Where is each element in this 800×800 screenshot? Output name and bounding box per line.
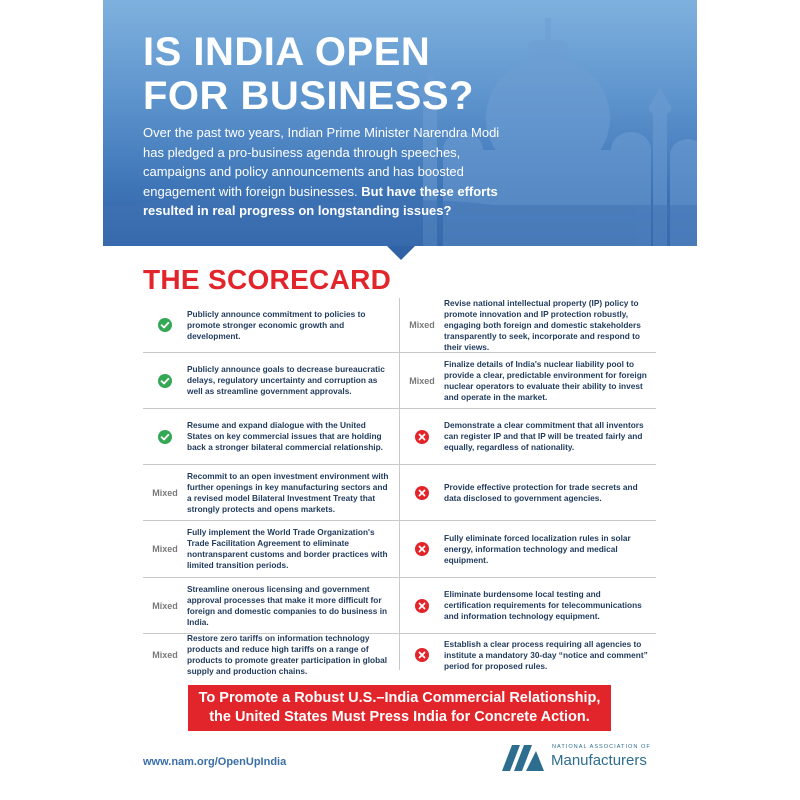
banner-line2: the United States Must Press India for Concrete Action.: [209, 709, 590, 725]
scorecard-item-right: [400, 521, 656, 577]
scorecard-row: [143, 634, 656, 676]
intro-text: Over the past two years, Indian Prime Minister Narendra Modi has pledged a pro-business agenda through speeches, campaigns and policy announcements and has boosted engagement with foreign businesses.: [143, 125, 500, 199]
scorecard-item-text: Fully eliminate forced localization rules in solar energy, information technology and medical equipment.: [444, 532, 631, 565]
scorecard-item-left: [143, 634, 399, 676]
scorecard-row: [143, 578, 656, 634]
scorecard-row: [143, 465, 656, 521]
scorecard-item-text: Fully implement the World Trade Organization's Trade Facilitation Agreement to eliminate nontransparent customs and border practices with limited transition periods.: [187, 527, 388, 570]
logo-big-text: Manufacturers: [551, 752, 647, 769]
scorecard-item-right: [400, 353, 656, 408]
mixed-status-label: Mixed: [409, 320, 435, 330]
page-title-line1: IS INDIA OPEN: [143, 30, 431, 74]
hero-pointer: [387, 246, 415, 260]
scorecard-item-text: Finalize details of India's nuclear liability pool to provide a clear, predictable environment for foreign nuclear operators to evaluate their ability to invest and operate in the market.: [444, 358, 647, 402]
check-icon: [143, 374, 187, 388]
cross-icon: [400, 542, 444, 556]
scorecard-item-text: Provide effective protection for trade secrets and data disclosed to government agencies.: [444, 481, 638, 503]
nam-logo-icon: [500, 743, 546, 773]
scorecard-row: [143, 298, 656, 353]
scorecard-item-text: Streamline onerous licensing and government approval processes that make it more difficult for foreign and domestic companies to do business in India.: [187, 583, 388, 627]
logo-small-text: NATIONAL ASSOCIATION OF: [552, 744, 651, 750]
intro-paragraph: [143, 123, 503, 221]
scorecard-item-text: Restore zero tariffs on information technology products and reduce high tariffs on a range of products to promote greater participation in global supply and production chains.: [187, 633, 388, 676]
scorecard-item-right: [400, 578, 656, 633]
call-to-action-banner: [188, 685, 611, 731]
mixed-status-label: Mixed: [152, 650, 178, 660]
scorecard-item-right: [400, 298, 656, 352]
scorecard-item-right: [400, 409, 656, 464]
scorecard-item-text: Revise national intellectual property (IP) policy to promote innovation and IP protection robustly, engaging both foreign and domestic stakeholders transparently to seek, incorporate and respond to their views.: [444, 297, 641, 352]
poster: [103, 0, 697, 800]
mixed-status-label: Mixed: [152, 544, 178, 554]
scorecard-item-left: [143, 353, 399, 408]
cross-icon: [400, 486, 444, 500]
scorecard-item-text: Recommit to an open investment environment with further openings in key manufacturing sectors and a revised model Bilateral Investment Treaty that strongly protects and opens markets.: [187, 470, 389, 514]
scorecard-item-left: [143, 465, 399, 520]
cross-icon: [400, 430, 444, 444]
scorecard-item-left: [143, 409, 399, 464]
cross-icon: [400, 648, 444, 662]
check-icon: [143, 430, 187, 444]
scorecard-item-left: [143, 298, 399, 352]
scorecard-item-right: [400, 634, 656, 676]
scorecard-item-text: Resume and expand dialogue with the United States on key commercial issues that are holding back a stronger bilateral commercial relationship.: [187, 420, 383, 452]
scorecard-title: THE SCORECARD: [143, 264, 392, 295]
scorecard-row: [143, 353, 656, 409]
scorecard-item-text: Demonstrate a clear commitment that all inventors can register IP and that IP will be treated fairly and equally, regardless of nationality.: [444, 420, 644, 452]
scorecard-item-left: [143, 578, 399, 633]
scorecard-row: [143, 521, 656, 578]
hero-banner: [103, 0, 697, 246]
scorecard-item-text: Publicly announce goals to decrease bureaucratic delays, regulatory uncertainty and corruption as well as streamline government approvals.: [187, 364, 385, 396]
cross-icon: [400, 599, 444, 613]
nam-logo: [500, 742, 660, 774]
check-icon: [143, 318, 187, 332]
scorecard-row: [143, 409, 656, 465]
scorecard-item-text: Publicly announce commitment to policies to promote stronger economic growth and development.: [187, 308, 366, 341]
scorecard-item-text: Eliminate burdensome local testing and certification requirements for telecommunications and information technology equipment.: [444, 589, 642, 621]
mixed-status-label: Mixed: [152, 600, 178, 611]
page-title: [143, 30, 474, 118]
scorecard-item-left: [143, 521, 399, 577]
page-title-line2: FOR BUSINESS?: [143, 74, 474, 118]
scorecard-item-text: Establish a clear process requiring all agencies to institute a mandatory 30-day “notice and comment” period for proposed rules.: [444, 638, 648, 671]
scorecard-item-right: [400, 465, 656, 520]
website-link[interactable]: www.nam.org/OpenUpIndia: [143, 756, 287, 768]
intro-bold-text: But have these efforts resulted in real progress on longstanding issues?: [143, 183, 498, 218]
mixed-status-label: Mixed: [152, 487, 178, 498]
mixed-status-label: Mixed: [409, 375, 435, 386]
banner-line1: To Promote a Robust U.S.–India Commercial Relationship,: [198, 690, 601, 706]
